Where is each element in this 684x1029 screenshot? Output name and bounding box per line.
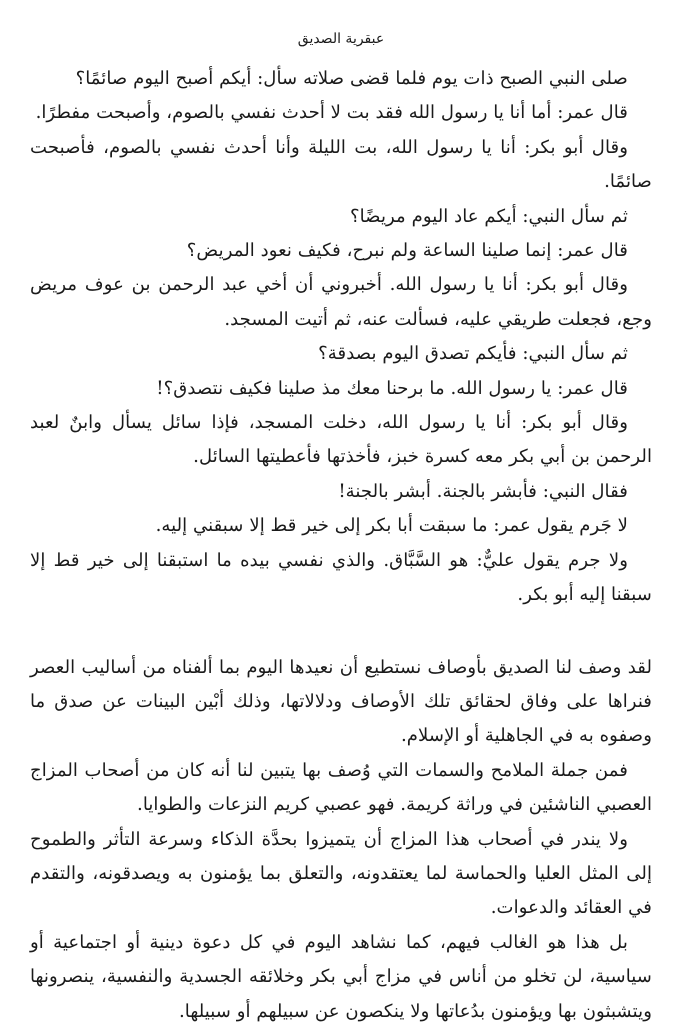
paragraph: ثم سأل النبي: أيكم عاد اليوم مريضًا؟: [349, 205, 628, 227]
paragraph: لا جَرم يقول عمر: ما سبقت أبا بكر إلى خير قط إلا سبقني إليه.: [155, 515, 628, 537]
paragraph: صلى النبي الصبح ذات يوم فلما قضى صلاته سأل: أيكم أصبح اليوم صائمًا؟: [75, 68, 628, 89]
paragraph: وقال أبو بكر: أنا يا رسول الله، دخلت المسجد، فإذا سائل يسأل وابنٌ لعبد الرحمن بن أبي بكر معه كسرة خبز، فأخذتها فأعطيتها السائل.: [30, 412, 652, 468]
body-text: [30, 62, 652, 1029]
paragraph: بل هذا هو الغالب فيهم، كما نشاهد اليوم في كل دعوة دينية أو اجتماعية أو سياسية، لن تخلو من أناس في مزاج أبي بكر وخلائقه الجسدية والنفسية، ينصرونها ويتشبثون بها ويؤمنون بدُعاتها ولا ينكصون عن سبيلهم أو سبيلها.: [30, 931, 652, 1022]
paragraph: ثم سأل النبي: فأيكم تصدق اليوم بصدقة؟: [318, 343, 628, 365]
paragraph: ولا جرم يقول عليٌّ: هو السَّبَّاق. والذي نفسي بيده ما استبقنا إلى خير قط إلا سبقنا إليه أبو بكر.: [30, 549, 652, 606]
running-header: عبقرية الصديق: [297, 31, 385, 47]
section-spacer: [30, 613, 652, 651]
paragraph: ولا يندر في أصحاب هذا المزاج أن يتميزوا بحدَّة الذكاء وسرعة التأثر والطموح إلى المثل العليا والحماسة لما يعتقدونه، والتعلق بما يؤمنون به ويصدقونه، والتقدم في العقائد والدعوات.: [30, 828, 652, 919]
paragraph: لقد وصف لنا الصديق بأوصاف نستطيع أن نعيدها اليوم بما ألفناه من أساليب العصر فنراها على وفاق لحقائق تلك الأوصاف ودلالاتها، وذلك أبْين البينات عن صدق ما وصفوه به في الجاهلية أو الإسلام.: [30, 656, 652, 747]
paragraph: قال عمر: أما أنا يا رسول الله فقد بت لا أحدث نفسي بالصوم، وأصبحت مفطرًا.: [35, 102, 628, 124]
paragraph: فمن جملة الملامح والسمات التي وُصف بها يتبين لنا أنه كان من أصحاب المزاج العصبي الناشئين في وراثة كريمة. فهو عصبي كريم النزعات والطوايا.: [30, 759, 652, 816]
paragraph: قال عمر: يا رسول الله. ما برحنا معك مذ صلينا فكيف نتصدق؟!: [156, 377, 628, 399]
paragraph: وقال أبو بكر: أنا يا رسول الله. أخبروني أن أخي عبد الرحمن بن عوف مريض وجع، فجعلت طريقي عليه، فسألت عنه، ثم أتيت المسجد.: [30, 274, 652, 330]
paragraph: وقال أبو بكر: أنا يا رسول الله، بت الليلة وأنا أحدث نفسي بالصوم، فأصبحت صائمًا.: [30, 136, 652, 193]
paragraph: قال عمر: إنما صلينا الساعة ولم نبرح، فكيف نعود المريض؟: [186, 240, 628, 262]
paragraph: فقال النبي: فأبشر بالجنة. أبشر بالجنة!: [338, 480, 628, 502]
